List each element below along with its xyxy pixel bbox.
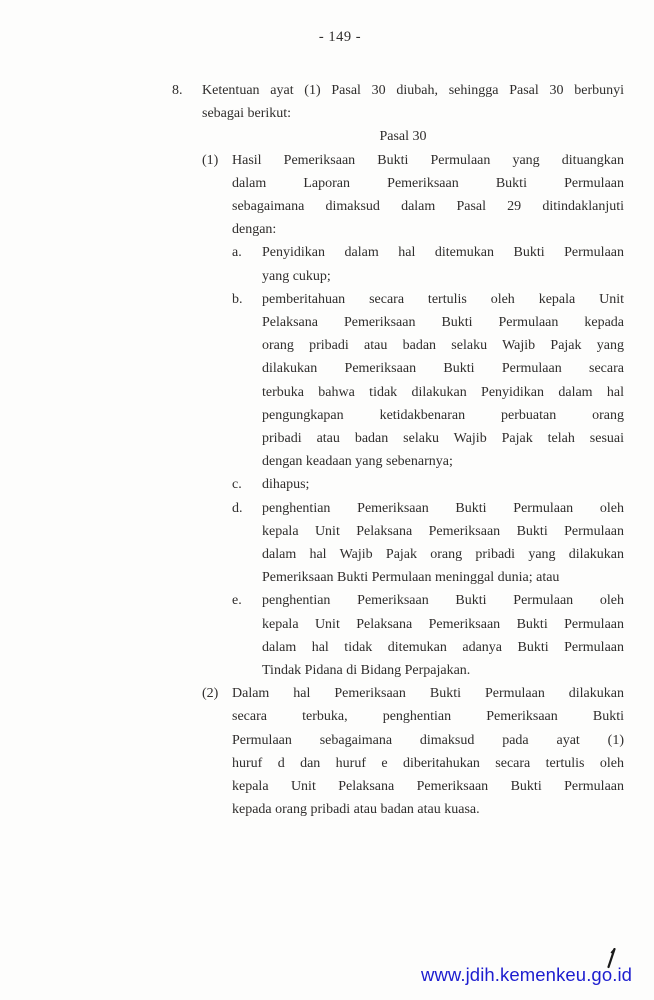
text-line: Pemeriksaan Bukti Permulaan meninggal dunia; atau	[262, 570, 560, 586]
subitem-marker: c.	[232, 477, 242, 493]
text-line: kepala Unit Pelaksana Pemeriksaan Bukti Permulaan	[232, 779, 624, 795]
subitem-marker: e.	[232, 593, 242, 609]
text-line: huruf d dan huruf e diberitahukan secara tertulis oleh	[232, 755, 624, 771]
text-line: sebagaimana dimaksud dalam Pasal 29 ditindaklanjuti	[232, 199, 624, 215]
item-intro-paragraph	[202, 79, 624, 125]
clause-marker: (1)	[202, 152, 219, 168]
subitem-marker: b.	[232, 291, 243, 307]
text-line: penghentian Pemeriksaan Bukti Permulaan oleh	[262, 500, 624, 516]
subitem-marker: d.	[232, 500, 243, 516]
text-line: dalam hal Wajib Pajak orang pribadi yang dilakukan	[262, 547, 624, 563]
text-line: dilakukan Pemeriksaan Bukti Permulaan secara	[262, 361, 624, 377]
text-line: Permulaan sebagaimana dimaksud pada ayat (1)	[232, 732, 624, 748]
subitem-b	[232, 288, 624, 474]
footer-link[interactable]: www.jdih.kemenkeu.go.id	[421, 964, 633, 985]
text-line: pemberitahuan secara tertulis oleh kepala Unit	[262, 291, 624, 307]
pen-tick-mark	[603, 948, 619, 972]
text-line: Hasil Pemeriksaan Bukti Permulaan yang dituangkan	[232, 152, 624, 168]
text-line: dengan keadaan yang sebenarnya;	[262, 454, 453, 470]
text-line: yang cukup;	[262, 268, 331, 284]
text-line: Penyidikan dalam hal ditemukan Bukti Permulaan	[262, 245, 624, 261]
clause-marker: (2)	[202, 686, 219, 702]
subitem-d	[232, 497, 624, 590]
subitem-c	[232, 473, 624, 496]
text-line: kepada orang pribadi atau badan atau kuasa.	[232, 802, 480, 818]
text-line: kepala Unit Pelaksana Pemeriksaan Bukti Permulaan	[262, 523, 624, 539]
subitem-a	[232, 241, 624, 287]
text-line: Ketentuan ayat (1) Pasal 30 diubah, sehingga Pasal 30 berbunyi	[202, 83, 624, 98]
text-line: Tindak Pidana di Bidang Perpajakan.	[262, 663, 471, 679]
numbered-item-8	[172, 79, 624, 822]
text-line: orang pribadi atau badan selaku Wajib Pajak yang	[262, 338, 624, 354]
text-line: sebagai berikut:	[202, 106, 292, 122]
clause-1	[202, 149, 624, 683]
text-line: terbuka bahwa tidak dilakukan Penyidikan dalam hal	[262, 384, 624, 400]
text-line: pribadi atau badan selaku Wajib Pajak telah sesuai	[262, 431, 624, 447]
text-line: Pelaksana Pemeriksaan Bukti Permulaan kepada	[262, 315, 624, 331]
clause-list	[202, 149, 624, 822]
document-body	[172, 79, 624, 822]
text-line: Dalam hal Pemeriksaan Bukti Permulaan dilakukan	[232, 686, 624, 702]
subitem-marker: a.	[232, 245, 242, 261]
text-line: kepala Unit Pelaksana Pemeriksaan Bukti Permulaan	[262, 616, 624, 632]
text-line: dihapus;	[262, 477, 310, 493]
section-title: Pasal 30	[379, 129, 427, 145]
text-line: dengan:	[232, 222, 277, 238]
clause-2	[202, 682, 624, 821]
text-line: secara terbuka, penghentian Pemeriksaan Bukti	[232, 709, 624, 725]
text-line: dalam hal tidak ditemukan adanya Bukti Permulaan	[262, 639, 624, 655]
page-number: - 149 -	[318, 29, 362, 45]
subitem-e	[232, 589, 624, 682]
text-line: dalam Laporan Pemeriksaan Bukti Permulaan	[232, 175, 624, 191]
item-number-marker: 8.	[172, 83, 183, 98]
text-line: penghentian Pemeriksaan Bukti Permulaan oleh	[262, 593, 624, 609]
text-line: pengungkapan ketidakbenaran perbuatan orang	[262, 407, 624, 423]
